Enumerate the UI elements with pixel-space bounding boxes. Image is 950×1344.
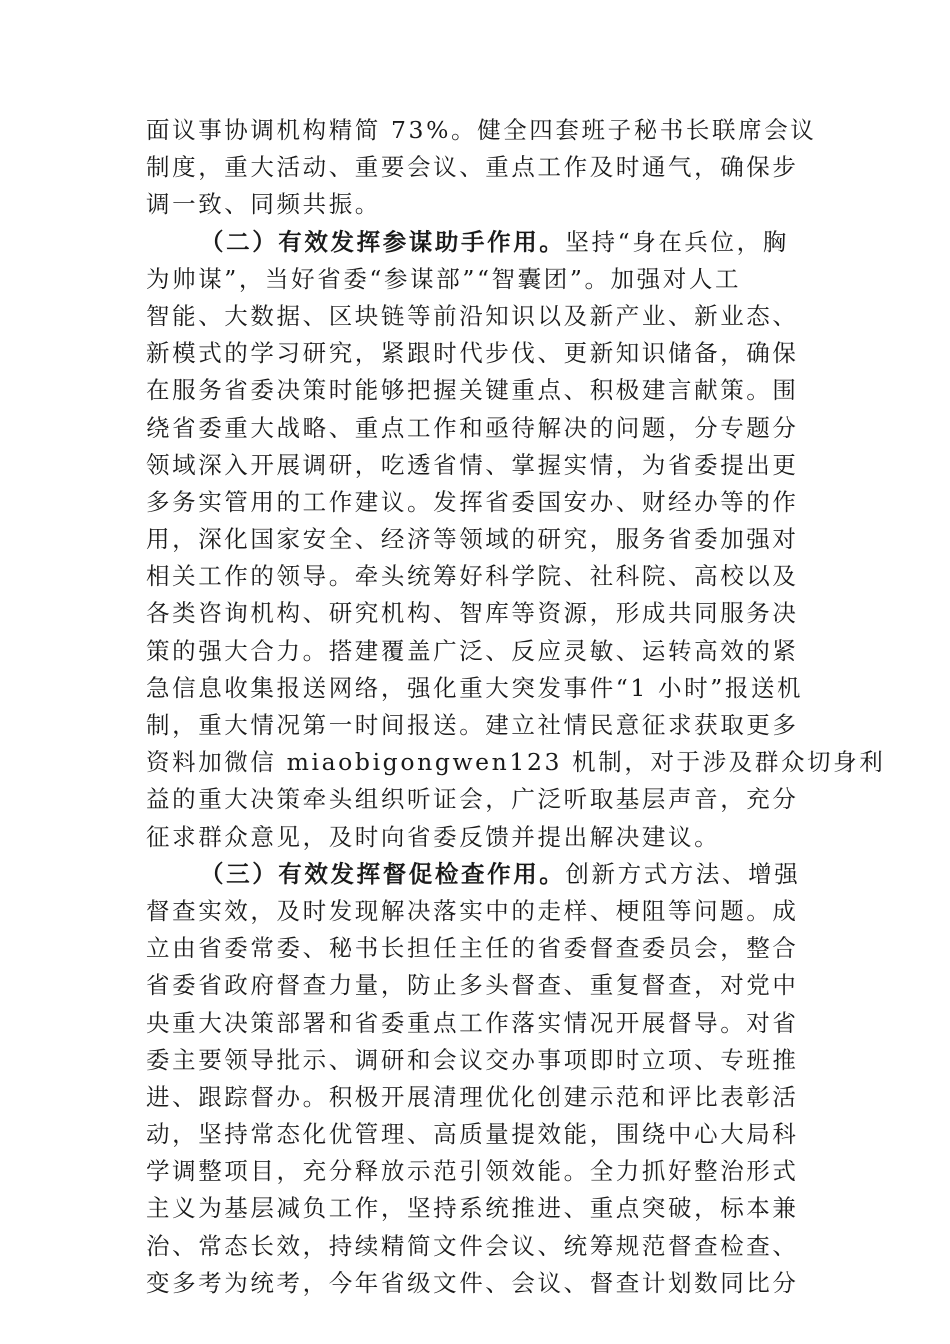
text-line xyxy=(146,819,806,856)
text-line xyxy=(146,893,806,930)
text-segment: 坚持“身在兵位，胸 xyxy=(565,227,789,256)
text-line xyxy=(146,484,806,521)
section-heading: （三）有效发挥督促检查作用。 xyxy=(200,859,566,888)
text-line xyxy=(146,1005,806,1042)
text-segment: 央重大决策部署和省委重点工作落实情况开展督导。对省 xyxy=(146,1008,799,1037)
text-segment: 进、跟踪督办。积极开展清理优化创建示范和评比表彰活 xyxy=(146,1082,799,1111)
text-segment: 变多考为统考，今年省级文件、会议、督查计划数同比分 xyxy=(146,1268,799,1297)
body-text xyxy=(146,112,886,1302)
paragraph-heading-line xyxy=(146,856,806,893)
text-segment: 面议事协调机构精简 73%。健全四套班子秘书长联席会议 xyxy=(146,116,817,144)
text-line xyxy=(146,298,806,335)
text-line xyxy=(146,633,806,670)
text-line xyxy=(146,410,806,447)
text-segment: 急信息收集报送网络，强化重大突发事件“1 小时”报送机 xyxy=(146,673,804,702)
text-segment: 督查实效，及时发现解决落实中的走样、梗阻等问题。成 xyxy=(146,896,799,925)
text-segment: 动，坚持常态化优管理、高质量提效能，围绕中心大局科 xyxy=(146,1120,799,1149)
text-segment: 各类咨询机构、研究机构、智库等资源，形成共同服务决 xyxy=(146,599,799,628)
text-segment: 创新方式方法、增强 xyxy=(565,859,801,888)
text-line xyxy=(146,595,806,632)
text-segment: 用，深化国家安全、经济等领域的研究，服务省委加强对 xyxy=(146,525,799,554)
text-segment: 益的重大决策牵头组织听证会，广泛听取基层声音，充分 xyxy=(146,785,799,814)
text-segment: 省委省政府督查力量，防止多头督查、重复督查，对党中 xyxy=(146,971,799,1000)
text-segment: 相关工作的领导。牵头统筹好科学院、社科院、高校以及 xyxy=(146,562,799,591)
text-line xyxy=(146,1079,806,1116)
text-line xyxy=(146,707,806,744)
text-line xyxy=(146,967,806,1004)
text-segment: 绕省委重大战略、重点工作和亟待解决的问题，分专题分 xyxy=(146,413,799,442)
text-segment: 征求群众意见，及时向省委反馈并提出解决建议。 xyxy=(146,822,721,851)
paragraph-heading-line xyxy=(146,224,806,261)
text-segment: 为帅谋”，当好省委“参谋部”“智囊团”。加强对人工 xyxy=(146,264,742,293)
text-segment: 制度，重大活动、重要会议、重点工作及时通气，确保步 xyxy=(146,153,799,182)
text-line xyxy=(146,521,806,558)
text-line xyxy=(146,112,817,149)
text-segment: 调一致、同频共振。 xyxy=(146,190,381,219)
text-segment: 多务实管用的工作建议。发挥省委国安办、财经办等的作 xyxy=(146,487,799,516)
text-segment: 制，重大情况第一时间报送。建立社情民意征求获取更多 xyxy=(146,711,799,739)
text-segment: 学调整项目，充分释放示范引领效能。全力抓好整治形式 xyxy=(146,1157,799,1186)
text-line xyxy=(146,1190,806,1227)
text-segment: 委主要领导批示、调研和会议交办事项即时立项、专班推 xyxy=(146,1045,799,1074)
text-segment: 治、常态长效，持续精简文件会议、统筹规范督查检查、 xyxy=(146,1231,799,1260)
text-line xyxy=(146,335,806,372)
text-line xyxy=(146,447,806,484)
text-line xyxy=(146,149,806,186)
text-segment: 资料加微信 miaobigongwen123 机制，对于涉及群众切身利 xyxy=(146,748,886,777)
text-segment: 策的强大合力。搭建覆盖广泛、反应灵敏、运转高效的紧 xyxy=(146,636,799,665)
text-line xyxy=(146,1228,806,1265)
text-line xyxy=(146,781,806,818)
text-line xyxy=(146,1116,806,1153)
section-heading: （二）有效发挥参谋助手作用。 xyxy=(200,227,566,256)
text-segment: 领域深入开展调研，吃透省情、掌握实情，为省委提出更 xyxy=(146,450,799,479)
text-segment: 在服务省委决策时能够把握关键重点、积极建言献策。围 xyxy=(146,376,799,405)
text-segment: 主义为基层减负工作，坚持系统推进、重点突破，标本兼 xyxy=(146,1194,799,1223)
text-line xyxy=(146,558,806,595)
text-line xyxy=(146,670,806,707)
text-segment: 新模式的学习研究，紧跟时代步伐、更新知识储备，确保 xyxy=(146,339,799,368)
text-line xyxy=(146,372,806,409)
text-line xyxy=(146,930,806,967)
text-line xyxy=(146,186,806,223)
text-line xyxy=(146,261,806,298)
text-line xyxy=(146,1042,806,1079)
text-line xyxy=(146,1153,806,1190)
text-segment: 智能、大数据、区块链等前沿知识以及新产业、新业态、 xyxy=(146,301,799,330)
text-segment: 立由省委常委、秘书长担任主任的省委督查委员会，整合 xyxy=(146,934,799,963)
text-line xyxy=(146,744,886,781)
text-line xyxy=(146,1265,806,1302)
